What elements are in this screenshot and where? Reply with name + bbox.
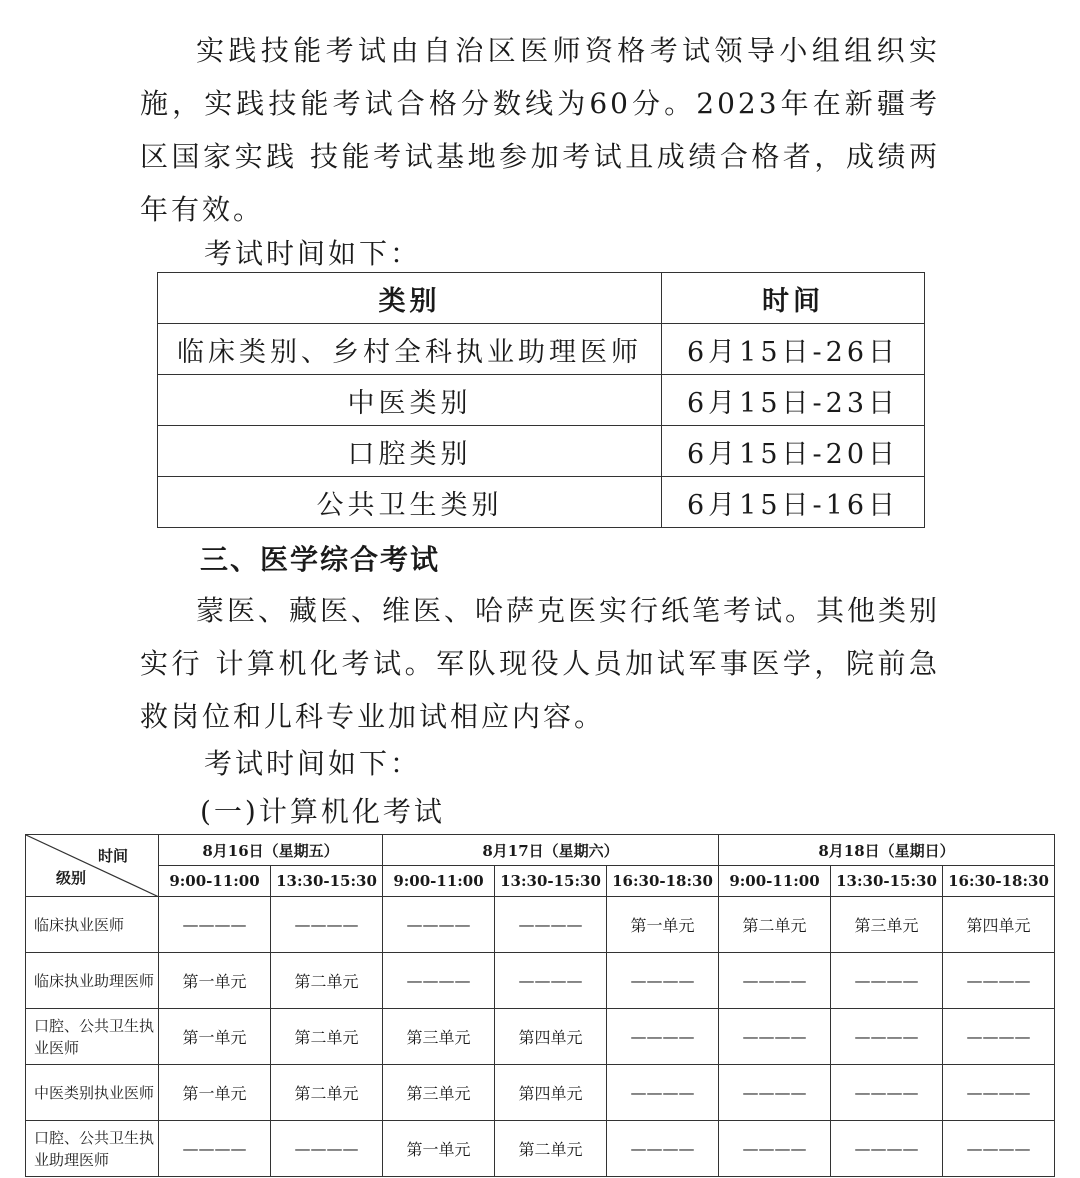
table-row [26,897,1055,953]
schedule-cell: ———— [159,897,271,953]
schedule-intro-1: 考试时间如下： [204,237,422,270]
table-row [158,426,925,477]
corner-level-label: 级别 [56,869,87,887]
schedule-cell: 第四单元 [495,1065,607,1121]
date-header-aug17: 8月17日（星期六） [383,835,719,866]
slot-header: 16:30-18:30 [607,866,719,897]
date-header-aug18: 8月18日（星期日） [719,835,1055,866]
schedule-cell: 第二单元 [271,953,383,1009]
level-cell: 口腔、公共卫生执业医师 [26,1009,159,1065]
level-cell: 临床执业医师 [26,897,159,953]
table1-time-cell: 6月15日-16日 [662,477,925,528]
table1-category-cell: 临床类别、乡村全科执业助理医师 [158,324,662,375]
schedule-cell: ———— [943,1009,1055,1065]
slot-header: 13:30-15:30 [495,866,607,897]
table1-category-cell: 公共卫生类别 [158,477,662,528]
schedule-cell: ———— [943,1065,1055,1121]
table1-category-cell: 口腔类别 [158,426,662,477]
level-cell: 中医类别执业医师 [26,1065,159,1121]
schedule-cell: 第三单元 [831,897,943,953]
schedule-intro-2: 考试时间如下： [204,747,422,780]
table1-category-cell: 中医类别 [158,375,662,426]
table2-corner-header [26,835,159,897]
slot-header: 13:30-15:30 [271,866,383,897]
schedule-cell: 第三单元 [383,1009,495,1065]
practical-exam-schedule-table [157,272,925,528]
table1-header-category: 类别 [158,273,662,324]
table-row [26,953,1055,1009]
slot-header: 9:00-11:00 [719,866,831,897]
schedule-cell: 第三单元 [383,1065,495,1121]
schedule-cell: ———— [831,1065,943,1121]
schedule-cell: 第二单元 [271,1065,383,1121]
slot-header: 9:00-11:00 [383,866,495,897]
schedule-cell: 第一单元 [159,1009,271,1065]
schedule-cell: ———— [719,1121,831,1177]
schedule-cell: 第四单元 [943,897,1055,953]
schedule-cell: ———— [607,953,719,1009]
schedule-cell: ———— [719,953,831,1009]
table-row [158,375,925,426]
schedule-cell: ———— [159,1121,271,1177]
table-row [26,1009,1055,1065]
section-heading-comprehensive-exam: 三、医学综合考试 [200,543,441,576]
schedule-cell: ———— [719,1065,831,1121]
table-row [26,1065,1055,1121]
date-header-aug16: 8月16日（星期五） [159,835,383,866]
table1-time-cell: 6月15日-26日 [662,324,925,375]
schedule-cell: 第一单元 [159,1065,271,1121]
schedule-cell: ———— [607,1121,719,1177]
schedule-cell: 第一单元 [607,897,719,953]
level-cell: 口腔、公共卫生执业助理医师 [26,1121,159,1177]
schedule-cell: ———— [271,1121,383,1177]
schedule-cell: ———— [943,953,1055,1009]
practical-exam-paragraph: 实践技能考试由自治区医师资格考试领导小组组织实施，实践技能考试合格分数线为60分。2023年在新疆考区国家实践 技能考试基地参加考试且成绩合格者，成绩两年有效。 [140,34,940,226]
schedule-cell: ———— [271,897,383,953]
table-row [26,1121,1055,1177]
subsection-computer-exam: (一)计算机化考试 [200,795,445,828]
schedule-cell: ———— [607,1065,719,1121]
schedule-cell: 第二单元 [719,897,831,953]
comprehensive-exam-paragraph: 蒙医、藏医、维医、哈萨克医实行纸笔考试。其他类别实行 计算机化考试。军队现役人员加试军事医学，院前急救岗位和儿科专业加试相应内容。 [140,594,941,733]
diagonal-divider [26,835,159,897]
schedule-cell: 第二单元 [271,1009,383,1065]
schedule-cell: ———— [831,1121,943,1177]
schedule-cell: ———— [719,1009,831,1065]
table-row [158,324,925,375]
table1-time-cell: 6月15日-23日 [662,375,925,426]
table1-time-cell: 6月15日-20日 [662,426,925,477]
schedule-cell: ———— [831,953,943,1009]
schedule-cell: ———— [495,953,607,1009]
corner-time-label: 时间 [97,847,128,865]
schedule-cell: ———— [943,1121,1055,1177]
schedule-cell: 第四单元 [495,1009,607,1065]
table1-header-time: 时间 [662,273,925,324]
schedule-cell: ———— [607,1009,719,1065]
slot-header: 9:00-11:00 [159,866,271,897]
schedule-cell: ———— [383,953,495,1009]
level-cell: 临床执业助理医师 [26,953,159,1009]
schedule-cell: 第一单元 [383,1121,495,1177]
schedule-cell: ———— [495,897,607,953]
slot-header: 16:30-18:30 [943,866,1055,897]
schedule-cell: ———— [383,897,495,953]
schedule-cell: 第二单元 [495,1121,607,1177]
table-row [158,477,925,528]
computer-exam-schedule-table [25,834,1055,1177]
schedule-cell: 第一单元 [159,953,271,1009]
slot-header: 13:30-15:30 [831,866,943,897]
schedule-cell: ———— [831,1009,943,1065]
